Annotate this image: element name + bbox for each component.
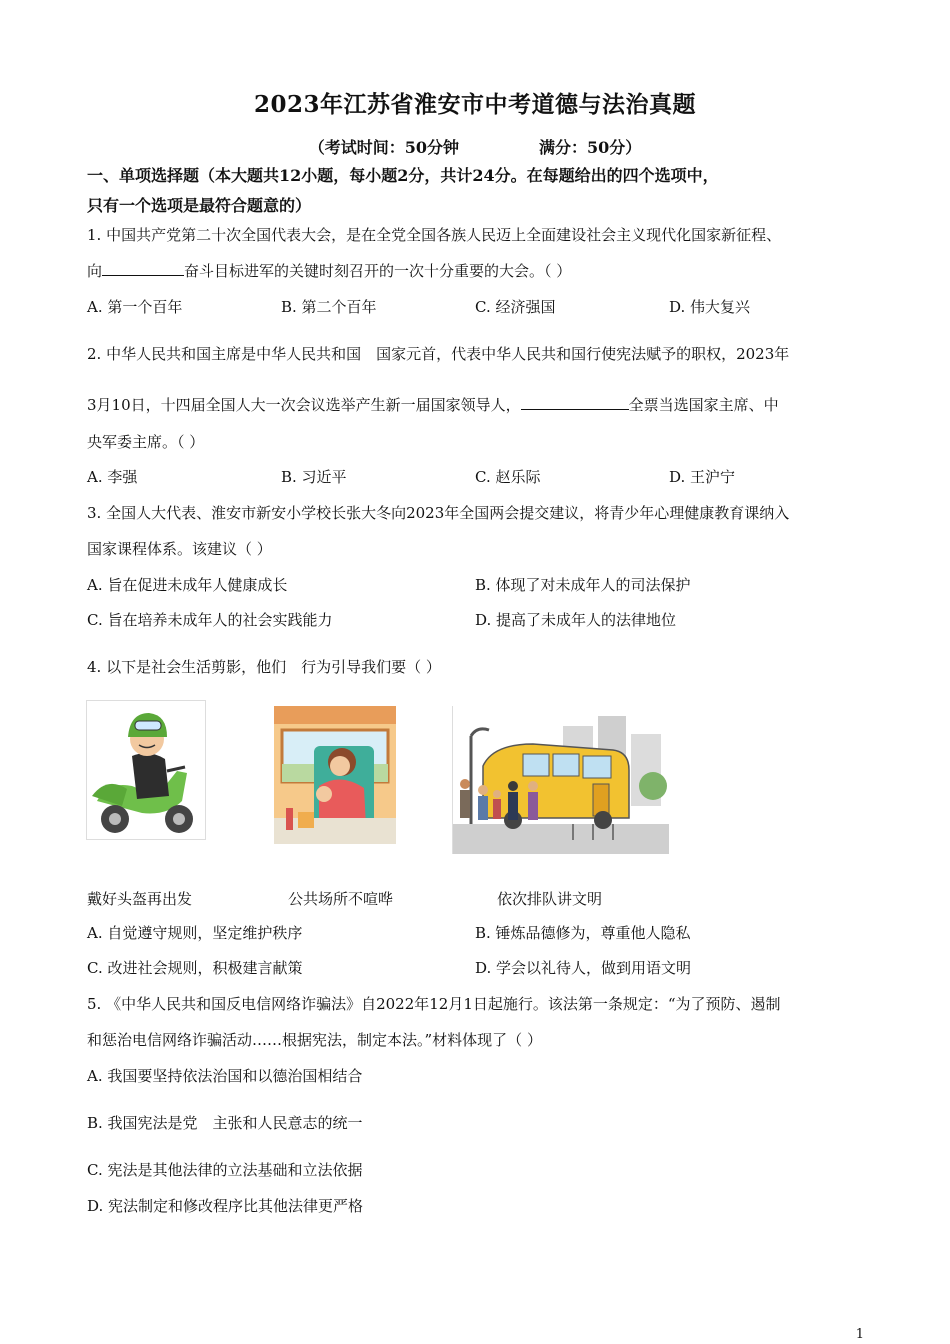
q5-stem-line1: 5. 《中华人民共和国反电信网络诈骗法》自2022年12月1日起施行。该法第一条规定：“为了预防、遏制 [87,995,781,1013]
q4-stem-line1: 4. 以下是社会生活剪影，他们 行为引导我们要（ ） [87,658,441,676]
q3-stem-line1: 3. 全国人大代表、淮安市新安小学校长张大冬向2023年全国两会提交建议，将青少年心理健康教育课纳入 [87,504,790,522]
q4-option-a[interactable]: A. 自觉遵守规则，坚定维护秩序 [87,924,303,942]
q1-stem-post: 奋斗目标进军的关键时刻召开的一次十分重要的大会。（ ） [184,262,572,280]
q4-caption-helmet: 戴好头盔再出发 [87,890,193,908]
q4-caption-quiet: 公共场所不喧哗 [288,890,394,908]
page-number: 1 [855,1327,864,1342]
q2-option-b[interactable]: B. 习近平 [281,468,347,486]
q5-stem-line2: 和惩治电信网络诈骗活动……根据宪法，制定本法。”材料体现了（ ） [87,1031,542,1049]
q1-option-a[interactable]: A. 第一个百年 [87,298,183,316]
section-heading [87,161,867,221]
q5-option-d[interactable]: D. 宪法制定和修改程序比其他法律更严格 [87,1197,364,1215]
q2-answer-blank [521,395,629,410]
q3-option-c[interactable]: C. 旨在培养未成年人的社会实践能力 [87,611,333,629]
exam-score: 满分：50分） [539,138,642,157]
section-heading-line2: 只有一个选项是最符合题意的） [87,196,312,215]
q4-option-d[interactable]: D. 学会以礼待人，做到用语文明 [475,959,692,977]
q2-stem-pre: 3月10日，十四届全国人大一次会议选举产生新一届国家领导人， [87,396,521,414]
q5-option-a[interactable]: A. 我国要坚持依法治国和以德治国相结合 [87,1067,363,1085]
q1-option-d[interactable]: D. 伟大复兴 [669,298,751,316]
q3-option-a[interactable]: A. 旨在促进未成年人健康成长 [87,576,288,594]
q2-stem-line2 [87,394,877,416]
q1-answer-blank [102,261,184,276]
q4-option-c[interactable]: C. 改进社会规则，积极建言献策 [87,959,303,977]
q5-option-b[interactable]: B. 我国宪法是党 主张和人民意志的统一 [87,1114,363,1132]
helmet-rider-illustration [86,700,206,840]
q2-option-d[interactable]: D. 王沪宁 [669,468,736,486]
section-heading-line1: 一、单项选择题（本大题共12小题，每小题2分，共计24分。在每题给出的四个选项中， [87,166,719,185]
q1-option-b[interactable]: B. 第二个百年 [281,298,377,316]
q3-option-d[interactable]: D. 提高了未成年人的法律地位 [475,611,677,629]
exam-time: （考试时间：50分钟 [308,138,459,157]
exam-info [0,135,950,158]
q4-option-b[interactable]: B. 锤炼品德修为，尊重他人隐私 [475,924,691,942]
q3-stem-line2: 国家课程体系。该建议（ ） [87,540,272,558]
q1-option-c[interactable]: C. 经济强国 [475,298,556,316]
q4-caption-queue: 依次排队讲文明 [497,890,603,908]
quiet-public-place-illustration [274,706,396,844]
q2-stem-post: 全票当选国家主席、中 [628,396,779,414]
q1-stem-line2 [87,260,877,282]
q2-stem-line3: 央军委主席。（ ） [87,433,205,451]
bus-queue-illustration [452,706,669,854]
q2-stem-line1: 2. 中华人民共和国主席是中华人民共和国 国家元首，代表中华人民共和国行使宪法赋予的职权，2023年 [87,345,790,363]
q1-stem-pre: 向 [87,262,103,280]
q1-stem-line1: 1. 中国共产党第二十次全国代表大会，是在全党全国各族人民迈上全面建设社会主义现代化国家新征程、 [87,226,782,244]
page-title: 2023年江苏省淮安市中考道德与法治真题 [253,91,696,118]
q5-option-c[interactable]: C. 宪法是其他法律的立法基础和立法依据 [87,1161,363,1179]
q2-option-a[interactable]: A. 李强 [87,468,138,486]
q3-option-b[interactable]: B. 体现了对未成年人的司法保护 [475,576,691,594]
q2-option-c[interactable]: C. 赵乐际 [475,468,541,486]
